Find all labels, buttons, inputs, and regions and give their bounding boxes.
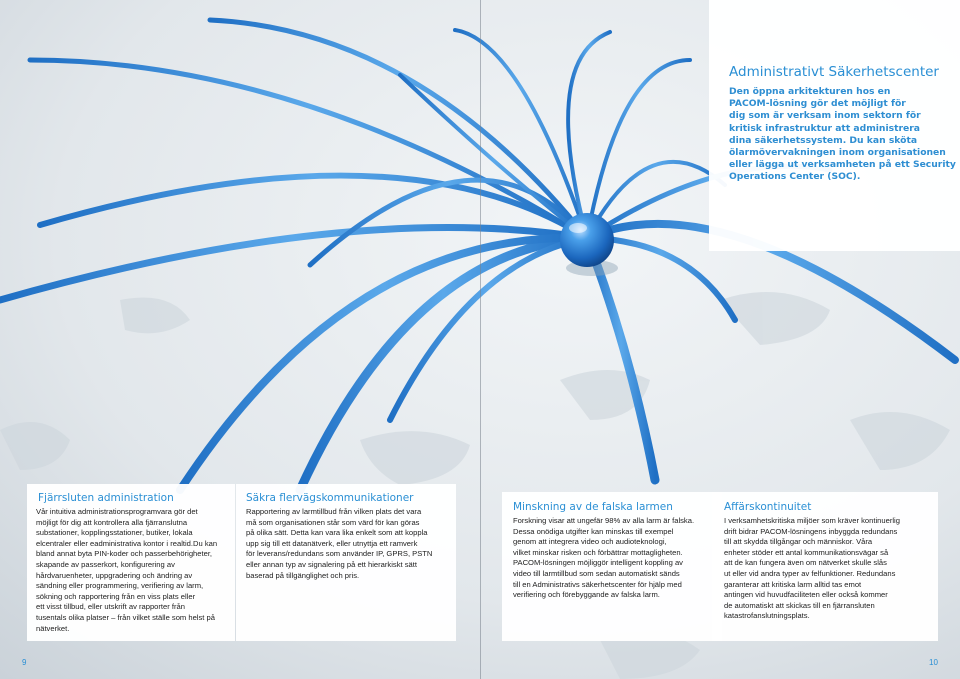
secure-communications-body: Rapportering av larmtillbud från vilken plats det vara må som organisationen står som värd för kan göras på olika sätt. Detta kan vara lika enkelt som att koppla upp sig till ett datanätverk, eller utnyttja ett ramverk för leverans/redundans som använder IP, GPRS, PSTN eller annan typ av signalering på ett hierarkiskt sätt baserad på tillgänglighet och pris.	[246, 507, 433, 580]
page-gutter	[480, 0, 481, 679]
secure-communications-card	[236, 484, 456, 641]
false-alarm-reduction-title: Minskning av de falska larmen	[513, 501, 673, 513]
remote-administration-card	[27, 484, 235, 641]
page-number-left: 9	[22, 658, 27, 667]
admin-center-body: Den öppna arkitekturen hos en PACOM-lösning gör det möjligt för dig som är verksam inom sektorn för kritisk infrastruktur att administrera dina säkerhetssystem. Du kan sköta ölarmövervakningen inom organisationen eller lägga ut verksamheten på ett Security Operations Center (SOC).	[729, 86, 956, 183]
false-alarm-reduction-card	[502, 492, 722, 641]
business-continuity-card	[712, 492, 938, 641]
business-continuity-title: Affärskontinuitet	[724, 501, 812, 513]
remote-administration-body: Vår intuitiva administrationsprogramvara gör det möjligt för dig att kontrollera alla fjärranslutna substationer, kopplingsstationer, butiker, lokala elcentraler eller eadministrativa kontor i realtid.Du kan bland annat byta PIN-koder och passerbehörigheter, skapande av passerkort, konfigurering av hårdvaruenheter, uppgradering och ändring av sändning eller programmering, verifiering av larm, sökning och rapportering från en viss plats eller ett visst tillbud, eller utskrift av rapporter från tusentals olika platser – från vilket ställe som helst på nätverket.	[36, 507, 218, 633]
admin-center-title: Administrativt Säkerhetscenter	[729, 64, 939, 80]
false-alarm-reduction-body: Forskning visar att ungefär 98% av alla larm är falska. Dessa onödiga utgifter kan minskas till exempel genom att integrera video och audioteknologi, vilket minskar risken och förbättrar mottagligheten. PACOM-lösningen möjliggör intelligent koppling av video till larmtillbud som sedan automatiskt sänds till en Administrativs säkerhetscenter för hjälp med verifiering och förebyggande av falska larm.	[513, 516, 695, 600]
secure-communications-title: Säkra flervägskommunikationer	[246, 492, 414, 504]
business-continuity-body: I verksamhetskritiska miljöer som kräver kontinuerlig drift bidrar PACOM-lösningens inbyggda redundans till att skydda tillgångar och människor. Våra enheter stöder ett antal kommunikationsvägar så att de kan fungera även om nätverket skulle slås ut eller vid andra typer av felfunktioner. Redundans garanterar att kritiska larm alltid tas emot antingen vid huvudfaciliteten eller också kommer de automatiskt att skickas till en fjärransluten katastrofanslutningsplats.	[724, 516, 900, 621]
hub-sphere	[560, 213, 614, 267]
page-number-right: 10	[929, 658, 938, 667]
remote-administration-title: Fjärrsluten administration	[38, 492, 174, 504]
sphere-highlight	[569, 223, 587, 233]
admin-center-panel	[709, 0, 960, 251]
